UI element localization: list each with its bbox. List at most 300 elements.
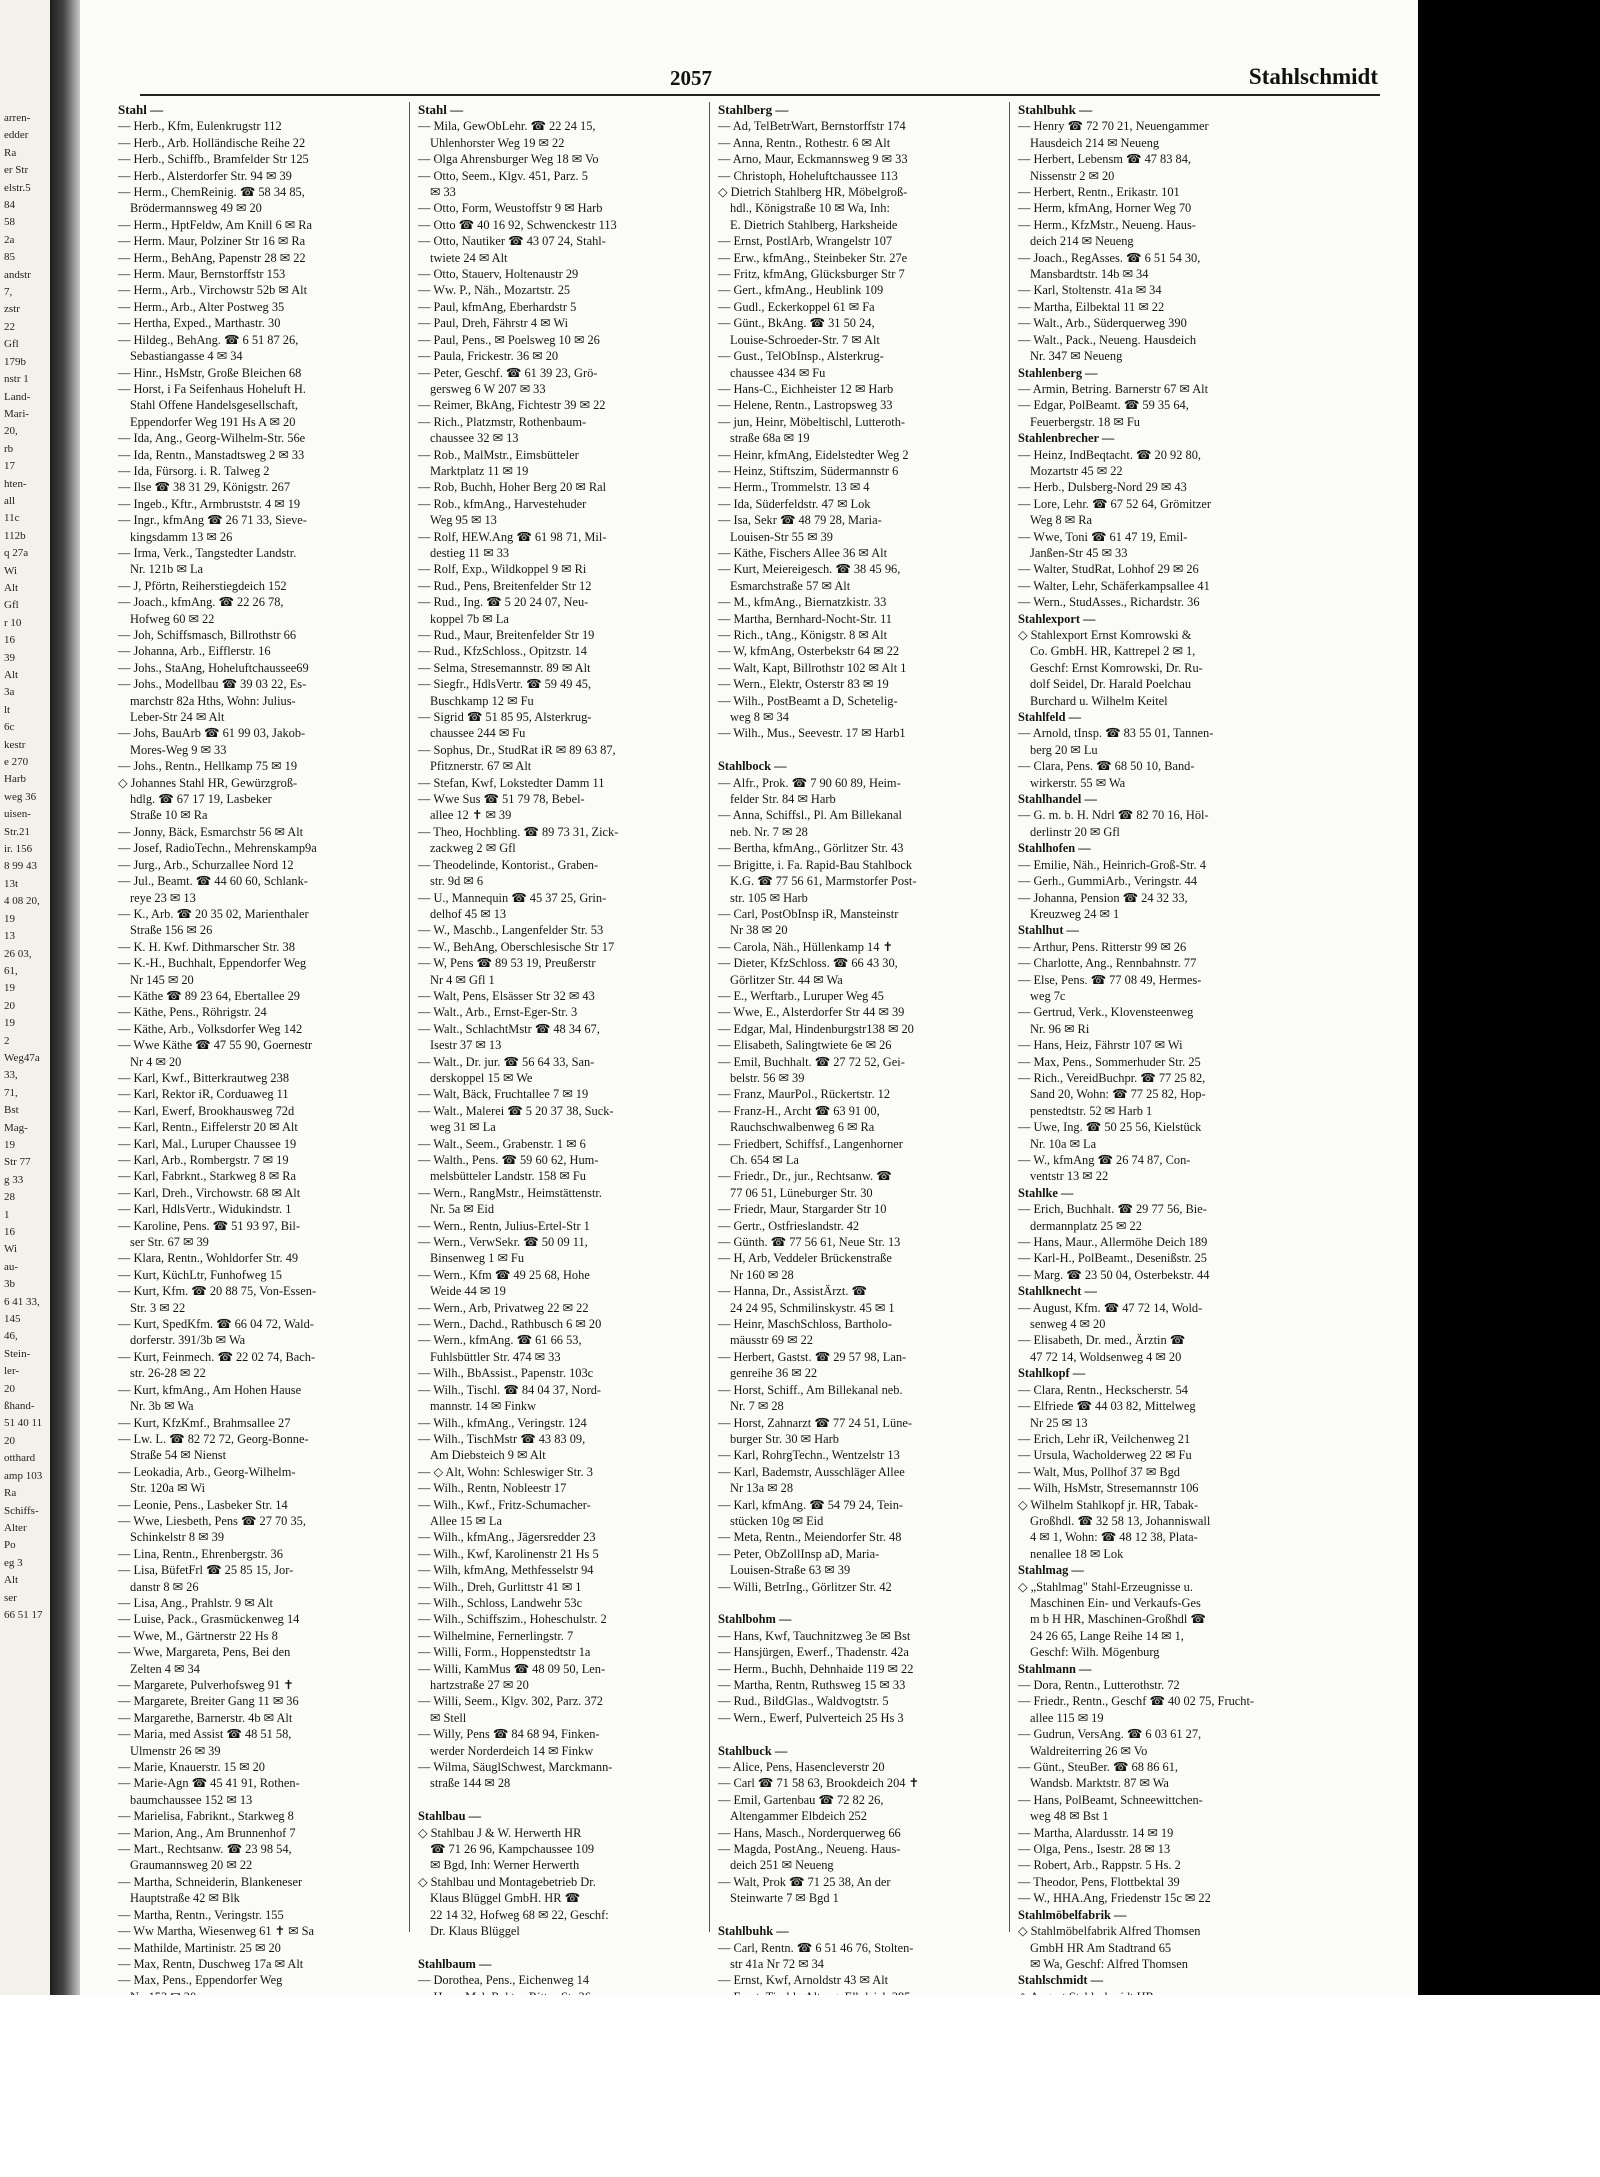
- directory-entry: Stahlexport —: [1018, 611, 1096, 626]
- directory-entry: ✉ 33: [430, 185, 456, 200]
- directory-entry: nenallee 18 ✉ Lok: [1030, 1546, 1124, 1561]
- directory-entry: — Erw., kfmAng., Steinbeker Str. 27e: [718, 250, 908, 265]
- directory-entry: — Gertr., Ostfrieslandstr. 42: [718, 1218, 860, 1233]
- margin-fragment: Weg47a: [4, 1051, 40, 1064]
- directory-entry: — Ursula, Wacholderweg 22 ✉ Fu: [1018, 1448, 1192, 1463]
- directory-entry: — Willi, BetrIng., Görlitzer Str. 42: [718, 1579, 892, 1594]
- margin-fragment: 4 08 20,: [4, 895, 40, 908]
- column-head: Stahlberg —: [718, 102, 789, 117]
- directory-entry: — Kurt, KüchLtr, Funhofweg 15: [118, 1267, 283, 1282]
- directory-entry: Waldreiterring 26 ✉ Vo: [1030, 1743, 1148, 1758]
- directory-entry: — Isa, Sekr ☎ 48 79 28, Maria-: [718, 513, 882, 528]
- directory-entry: — Lisa, Ang., Prahlstr. 9 ✉ Alt: [118, 1595, 273, 1610]
- directory-entry: — Walt., Dr. jur. ☎ 56 64 33, San-: [418, 1054, 595, 1069]
- margin-fragment: er Str: [4, 164, 29, 177]
- directory-entry: — Rich., VereidBuchpr. ☎ 77 25 82,: [1018, 1070, 1206, 1085]
- directory-entry: Stahlenberg —: [1018, 365, 1098, 380]
- margin-fragment: Stein-: [4, 1347, 31, 1360]
- margin-fragment: kestr: [4, 738, 26, 751]
- column-divider: [1009, 102, 1010, 1932]
- directory-entry: — Irma, Verk., Tangstedter Landstr.: [118, 545, 297, 560]
- directory-entry: — Friedr, Maur, Stargarder Str 10: [718, 1202, 887, 1217]
- directory-entry: — Walt., SchlachtMstr ☎ 48 34 67,: [418, 1021, 600, 1036]
- directory-entry: — Walt, Mus, Pollhof 37 ✉ Bgd: [1018, 1464, 1180, 1479]
- directory-entry: — Martha, Alardusstr. 14 ✉ 19: [1018, 1825, 1174, 1840]
- margin-fragment: Ra: [4, 1487, 17, 1500]
- directory-entry: Kreuzweg 24 ✉ 1: [1030, 906, 1120, 921]
- directory-entry: — Arno, Maur, Eckmannsweg 9 ✉ 33: [718, 152, 908, 167]
- directory-entry: Stahlbaum —: [418, 1956, 492, 1971]
- directory-entry: — Wilh., Schiffszim., Hoheschulstr. 2: [418, 1612, 607, 1627]
- directory-entry: Stahlschmidt —: [1018, 1973, 1104, 1988]
- directory-entry: — Carl ☎ 71 58 63, Brookdeich 204 ✝: [718, 1776, 919, 1791]
- margin-fragment: 46,: [4, 1330, 18, 1343]
- margin-fragment: 13: [4, 930, 15, 943]
- directory-entry: Stahlbuhk —: [718, 1924, 789, 1939]
- directory-entry: — Margarete, Pulverhofsweg 91 ✝: [118, 1678, 294, 1692]
- directory-entry: 4 ✉ 1, Wohn: ☎ 48 12 38, Plata-: [1030, 1530, 1198, 1545]
- directory-entry: Burchard u. Wilhelm Keitel: [1030, 693, 1168, 708]
- directory-entry: — Martha, Rentn, Ruthsweg 15 ✉ 33: [718, 1678, 906, 1692]
- directory-entry: — Wilh., Kwf., Fritz-Schumacher-: [418, 1497, 591, 1512]
- directory-entry: — Heinz, Stiftszim, Südermannstr 6: [718, 463, 899, 478]
- directory-entry: — Wern., Arb, Privatweg 22 ✉ 22: [418, 1300, 589, 1315]
- directory-entry: — Wilh, HsMstr, Stresemannstr 106: [1018, 1481, 1199, 1496]
- directory-entry: — Arthur, Pens. Ritterstr 99 ✉ 26: [1018, 939, 1187, 954]
- directory-entry: — Karl, Mal., Luruper Chaussee 19: [118, 1136, 297, 1151]
- directory-entry: Nr 160 ✉ 28: [730, 1267, 794, 1282]
- margin-fragment: amp 103: [4, 1469, 43, 1482]
- directory-entry: Uhlenhorster Weg 19 ✉ 22: [430, 135, 565, 150]
- directory-entry: Buschkamp 12 ✉ Fu: [430, 693, 534, 708]
- directory-entry: — Wilh., PostBeamt a D, Schetelig-: [718, 693, 898, 708]
- directory-entry: — Wern., Dachd., Rathbusch 6 ✉ 20: [418, 1317, 602, 1332]
- directory-entry: — Johanna, Pension ☎ 24 32 33,: [1018, 890, 1188, 905]
- directory-entry: — Emil, Gartenbau ☎ 72 82 26,: [718, 1792, 884, 1807]
- directory-entry: berg 20 ✉ Lu: [1030, 742, 1098, 757]
- directory-entry: — Karl, RohrgTechn., Wentzelstr 13: [718, 1448, 900, 1463]
- directory-entry: — Walt, Prok ☎ 71 25 38, An der: [718, 1874, 891, 1889]
- directory-entry: GmbH HR Am Stadtrand 65: [1030, 1940, 1172, 1955]
- directory-entry: Nissenstr 2 ✉ 20: [1030, 168, 1115, 183]
- margin-fragment: 61,: [4, 964, 18, 977]
- directory-entry: — Käthe ☎ 89 23 64, Ebertallee 29: [118, 988, 300, 1003]
- directory-entry: — Uwe, Ing. ☎ 50 25 56, Kielstück: [1018, 1120, 1202, 1135]
- directory-entry: melsbütteler Landstr. 158 ✉ Fu: [430, 1169, 586, 1184]
- margin-fragment: 58: [4, 216, 15, 229]
- margin-fragment: 22: [4, 320, 15, 333]
- running-head: Stahlschmidt: [1248, 64, 1378, 89]
- spacer: [418, 1940, 702, 1956]
- directory-entry: Weg 8 ✉ Ra: [1030, 513, 1093, 528]
- directory-entry: — Klara, Rentn., Wohldorfer Str. 49: [118, 1251, 299, 1266]
- margin-fragment: 112b: [4, 529, 26, 542]
- directory-entry: dermannplatz 25 ✉ 22: [1030, 1218, 1142, 1233]
- directory-entry: — K.-H., Buchhalt, Eppendorfer Weg: [118, 956, 307, 971]
- directory-entry: weg 48 ✉ Bst 1: [1030, 1809, 1109, 1824]
- directory-entry: — Otto, Seem., Klgv. 451, Parz. 5: [418, 168, 588, 183]
- directory-entry: — Hans, Masch., Norderquerweg 66: [718, 1825, 901, 1840]
- margin-fragment: 33,: [4, 1069, 18, 1082]
- margin-fragment: otthard: [4, 1452, 36, 1465]
- directory-entry: Weide 44 ✉ 19: [430, 1284, 506, 1299]
- page-number: 2057: [670, 66, 712, 90]
- directory-entry: — Ingeb., Kftr., Armbruststr. 4 ✉ 19: [118, 496, 301, 511]
- directory-entry: destieg 11 ✉ 33: [430, 545, 510, 560]
- margin-fragment: 179b: [4, 355, 26, 368]
- directory-entry: — Bertha, kfmAng., Görlitzer Str. 43: [718, 841, 904, 856]
- directory-entry: Stahlbuck —: [718, 1743, 788, 1758]
- margin-fragment: 3a: [4, 686, 15, 699]
- directory-entry: — M., kfmAng., Biernatzkistr. 33: [718, 595, 887, 610]
- directory-entry: — Gerh., GummiArb., Veringstr. 44: [1018, 874, 1198, 889]
- directory-entry: 22 14 32, Hofweg 68 ✉ 22, Geschf:: [430, 1907, 609, 1922]
- directory-entry: — Karl, Bademstr, Ausschläger Allee: [718, 1464, 905, 1479]
- directory-entry: — Käthe, Fischers Allee 36 ✉ Alt: [718, 545, 888, 560]
- directory-entry: genreihe 36 ✉ 22: [730, 1366, 818, 1381]
- directory-entry: — Hans-C., Eichheister 12 ✉ Harb: [718, 381, 894, 396]
- directory-entry: — Paula, Frickestr. 36 ✉ 20: [418, 349, 559, 364]
- directory-entry: — Christoph, Hoheluftchaussee 113: [718, 168, 898, 183]
- directory-entry: — Ww Martha, Wiesenweg 61 ✝ ✉ Sa: [118, 1924, 314, 1939]
- directory-entry: — Herm. Maur, Polziner Str 16 ✉ Ra: [118, 234, 306, 249]
- directory-entry: Hofweg 60 ✉ 22: [130, 611, 215, 626]
- margin-fragment: lt: [4, 703, 11, 716]
- margin-fragment: Ra: [4, 146, 17, 159]
- directory-entry: — Kurt, Kfm. ☎ 20 88 75, Von-Essen-: [118, 1284, 317, 1299]
- directory-entry: penstedtstr. 52 ✉ Harb 1: [1030, 1103, 1153, 1118]
- directory-entry: — Heinr, MaschSchloss, Bartholo-: [718, 1317, 892, 1332]
- directory-entry: — Herb., Kfm, Eulenkrugstr 112: [118, 119, 282, 134]
- directory-entry: — J, Pförtn, Reiherstiegdeich 152: [118, 578, 287, 593]
- margin-fragment: 20,: [4, 425, 18, 438]
- margin-fragment: Str 77: [4, 1156, 31, 1169]
- directory-entry: — W., HHA.Ang, Friedenstr 15c ✉ 22: [1018, 1891, 1211, 1906]
- directory-entry: — Wwe Sus ☎ 51 79 78, Bebel-: [418, 792, 585, 807]
- margin-fragment: 17: [4, 460, 15, 473]
- directory-entry: — Herbert, Lebensm ☎ 47 83 84,: [1018, 152, 1192, 167]
- directory-entry: — W., Maschb., Langenfelder Str. 53: [418, 923, 604, 938]
- directory-entry: ◇ Wilhelm Stahlkopf jr. HR, Tabak-: [1018, 1497, 1199, 1512]
- margin-fragment: ir. 156: [4, 843, 33, 856]
- directory-entry: m b H HR, Maschinen-Großhdl ☎: [1030, 1612, 1206, 1627]
- margin-fragment: 6 41 33,: [4, 1295, 40, 1308]
- directory-entry: — Marie-Agn ☎ 45 41 91, Rothen-: [118, 1776, 300, 1791]
- directory-entry: — Wilh., Rentn, Nobleestr 17: [418, 1481, 567, 1496]
- spacer: [418, 1792, 702, 1808]
- directory-entry: — Gert., kfmAng., Heublink 109: [718, 283, 884, 298]
- directory-entry: — Walt., Arb., Süderquerweg 390: [1018, 316, 1187, 331]
- directory-entry: — Margarethe, Barnerstr. 4b ✉ Alt: [118, 1710, 293, 1725]
- directory-entry: chaussee 434 ✉ Fu: [730, 365, 826, 380]
- column-head: Stahl —: [118, 102, 164, 117]
- directory-entry: Co. GmbH. HR, Kattrepel 2 ✉ 1,: [1030, 644, 1196, 659]
- directory-entry: — Josef, RadioTechn., Mehrenskamp9a: [118, 841, 317, 856]
- directory-entry: Stahlhandel —: [1018, 792, 1097, 807]
- directory-entry: — Rud., Ing. ☎ 5 20 24 07, Neu-: [418, 595, 589, 610]
- directory-entry: koppel 7b ✉ La: [430, 611, 509, 626]
- directory-entry: — Walt, Bäck, Fruchtallee 7 ✉ 19: [418, 1087, 589, 1102]
- directory-entry: — Erich, Buchhalt. ☎ 29 77 56, Bie-: [1018, 1202, 1207, 1217]
- directory-entry: — Mathilde, Martinistr. 25 ✉ 20: [118, 1940, 281, 1955]
- directory-entry: Rauchschwalbenweg 6 ✉ Ra: [730, 1120, 875, 1135]
- directory-entry: straße 144 ✉ 28: [430, 1776, 511, 1791]
- margin-fragment: g 33: [4, 1173, 24, 1186]
- directory-entry: — Anna, Rentn., Rothestr. 6 ✉ Alt: [718, 135, 891, 150]
- margin-fragment: 1: [4, 1208, 10, 1221]
- margin-fragment: edder: [4, 129, 29, 142]
- directory-entry: chaussee 32 ✉ 13: [430, 431, 519, 446]
- directory-entry: Ch. 654 ✉ La: [730, 1153, 799, 1167]
- directory-entry: Louisen-Straße 63 ✉ 39: [730, 1563, 851, 1578]
- directory-entry: Schinkelstr 8 ✉ 39: [130, 1530, 225, 1545]
- margin-fragment: Alt: [4, 581, 19, 594]
- directory-entry: Louisen-Str 55 ✉ 39: [730, 529, 833, 544]
- directory-entry: zackweg 2 ✉ Gfl: [430, 841, 516, 856]
- directory-entry: — Johs, BauArb ☎ 61 99 03, Jakob-: [118, 726, 306, 741]
- directory-entry: Nr. 7 ✉ 28: [730, 1399, 784, 1414]
- directory-entry: danstr 8 ✉ 26: [130, 1579, 199, 1594]
- directory-entry: — Clara, Rentn., Heckscherstr. 54: [1018, 1382, 1188, 1397]
- directory-entry: — Robert, Arb., Rappstr. 5 Hs. 2: [1018, 1858, 1181, 1873]
- directory-entry: — Fritz, kfmAng, Glücksburger Str 7: [718, 267, 905, 282]
- directory-entry: — Kurt, Feinmech. ☎ 22 02 74, Bach-: [118, 1349, 316, 1364]
- directory-entry: — Dieter, KfzSchloss. ☎ 66 43 30,: [718, 956, 898, 971]
- directory-entry: deich 214 ✉ Neueng: [1030, 234, 1134, 249]
- directory-entry: — Hans, Heiz, Fährstr 107 ✉ Wi: [1018, 1038, 1183, 1053]
- margin-fragment: 3b: [4, 1278, 15, 1291]
- margin-fragment: Alt: [4, 669, 19, 681]
- directory-entry: — Friedr., Rentn., Geschf ☎ 40 02 75, Frucht-: [1018, 1694, 1255, 1709]
- directory-entry: — W, Pens ☎ 89 53 19, Preußerstr: [418, 956, 596, 971]
- margin-fragment: Wi: [4, 564, 17, 577]
- margin-fragment: ser: [4, 1591, 17, 1604]
- directory-entry: — U., Mannequin ☎ 45 37 25, Grin-: [418, 890, 607, 905]
- directory-entry: marchstr 82a Hths, Wohn: Julius-: [130, 693, 296, 708]
- directory-entry: — Gertrud, Verk., Klovensteenweg: [1018, 1005, 1194, 1020]
- directory-entry: — Gust., TelObInsp., Alsterkrug-: [718, 349, 884, 364]
- spacer: [718, 1595, 1002, 1611]
- margin-fragment: Land-: [4, 390, 31, 403]
- directory-entry: — Karl, Stoltenstr. 41a ✉ 34: [1018, 283, 1162, 298]
- directory-entry: — Edgar, PolBeamt. ☎ 59 35 64,: [1018, 398, 1189, 413]
- directory-entry: Hauptstraße 42 ✉ Blk: [130, 1891, 240, 1906]
- directory-entry: — Kurt, KfzKmf., Brahmsallee 27: [118, 1415, 291, 1430]
- directory-entry: — Walt, Pens, Elsässer Str 32 ✉ 43: [418, 988, 595, 1003]
- directory-entry: Wandsb. Marktstr. 87 ✉ Wa: [1030, 1776, 1169, 1791]
- directory-entry: — Gudl., Eckerkoppel 61 ✉ Fa: [718, 299, 875, 314]
- margin-fragment: Str.21: [4, 825, 30, 838]
- directory-entry: Nr. 3b ✉ Wa: [130, 1399, 194, 1414]
- directory-entry: Isestr 37 ✉ 13: [430, 1038, 502, 1053]
- directory-entry: — August, Kfm. ☎ 47 72 14, Wold-: [1018, 1300, 1203, 1315]
- directory-entry: Stahlbock —: [718, 759, 787, 774]
- directory-entry: — Max, Rentn, Duschweg 17a ✉ Alt: [118, 1956, 304, 1971]
- directory-entry: — Friedbert, Schiffsf., Langenhorner: [718, 1136, 903, 1151]
- directory-entry: — Wern., Elektr, Osterstr 83 ✉ 19: [718, 677, 889, 692]
- directory-entry: — Wilh., kfmAng., Veringstr. 124: [418, 1415, 587, 1430]
- margin-fragment: all: [4, 494, 15, 507]
- directory-entry: — Ad, TelBetrWart, Bernstorffstr 174: [718, 119, 906, 134]
- directory-entry: Brödermannsweg 49 ✉ 20: [130, 201, 262, 216]
- margin-fragment: Gfl: [4, 599, 19, 612]
- directory-entry: Sand 20, Wohn: ☎ 77 25 82, Hop-: [1030, 1087, 1206, 1102]
- margin-fragment: Bst: [4, 1104, 19, 1117]
- directory-entry: hdl., Königstraße 10 ✉ Wa, Inh:: [730, 201, 890, 216]
- directory-entry: — Alfr., Prok. ☎ 7 90 60 89, Heim-: [718, 775, 901, 790]
- directory-entry: E. Dietrich Stahlberg, Harksheide: [730, 217, 898, 232]
- directory-entry: Stahlmann —: [1018, 1661, 1092, 1676]
- directory-entry: — Wilma, SäuglSchwest, Marckmann-: [418, 1760, 613, 1775]
- margin-fragment: 2a: [4, 233, 15, 246]
- margin-fragment: 11c: [4, 512, 20, 525]
- directory-entry: — Walter, StudRat, Lohhof 29 ✉ 26: [1018, 562, 1199, 577]
- directory-entry: — Joach., RegAsses. ☎ 6 51 54 30,: [1018, 250, 1201, 265]
- margin-fragment: 16: [4, 634, 15, 647]
- directory-entry: baumchaussee 152 ✉ 13: [130, 1792, 253, 1807]
- directory-entry: — Horst, Schiff., Am Billekanal neb.: [718, 1382, 903, 1397]
- directory-entry: — Rob., MalMstr., Eimsbütteler: [418, 447, 579, 462]
- directory-entry: — Heinz, IndBeqtacht. ☎ 20 92 80,: [1018, 447, 1202, 462]
- directory-entry: Hausdeich 214 ✉ Neueng: [1030, 135, 1160, 150]
- directory-entry: ventstr 13 ✉ 22: [1030, 1169, 1109, 1184]
- margin-fragment: uisen-: [4, 808, 31, 821]
- directory-entry: Stahlhofen —: [1018, 841, 1091, 856]
- directory-entry: — Edgar, Mal, Hindenburgstr138 ✉ 20: [718, 1021, 914, 1036]
- directory-entry: ☎ 71 26 96, Kampchaussee 109: [430, 1842, 595, 1857]
- directory-entry: — Paul, kfmAng, Eberhardstr 5: [418, 299, 577, 314]
- directory-entry: — Wilh., TischMstr ☎ 43 83 09,: [418, 1431, 586, 1446]
- directory-entry: — Ernst, Kwf, Arnoldstr 43 ✉ Alt: [718, 1973, 889, 1988]
- directory-entry: Großhdl. ☎ 32 58 13, Johanniswall: [1030, 1513, 1211, 1528]
- margin-fragment: ßhand-: [4, 1400, 35, 1413]
- directory-entry: — Karl, HdlsVertr., Widukindstr. 1: [118, 1202, 292, 1217]
- directory-entry: — Johs., Modellbau ☎ 39 03 22, Es-: [118, 677, 307, 692]
- directory-entry: stücken 10g ✉ Eid: [730, 1513, 824, 1528]
- directory-entry: — Herm., Arb., Virchowstr 52b ✉ Alt: [118, 283, 308, 298]
- directory-entry: Louise-Schroeder-Str. 7 ✉ Alt: [730, 332, 880, 347]
- directory-entry: — Peter, ObZollInsp aD, Maria-: [718, 1546, 880, 1561]
- directory-entry: ✉ Bgd, Inh: Werner Herwerth: [430, 1858, 580, 1873]
- directory-entry: Stahlbau —: [418, 1809, 482, 1824]
- margin-fragment: ler-: [4, 1365, 20, 1378]
- directory-entry: Stahlknecht —: [1018, 1284, 1097, 1299]
- directory-entry: Mansbardtstr. 14b ✉ 34: [1030, 267, 1149, 282]
- directory-entry: — Maria, med Assist ☎ 48 51 58,: [118, 1727, 292, 1742]
- directory-entry: — Reimer, BkAng, Fichtestr 39 ✉ 22: [418, 398, 606, 413]
- directory-entry: — Ida, Fürsorg. i. R. Talweg 2: [118, 463, 270, 478]
- directory-entry: — W., kfmAng ☎ 26 74 87, Con-: [1018, 1153, 1191, 1167]
- directory-entry: — Heinr, kfmAng, Eidelstedter Weg 2: [718, 447, 909, 462]
- directory-entry: — Jurg., Arb., Schurzallee Nord 12: [118, 857, 294, 872]
- directory-entry: — Mila, GewObLehr. ☎ 22 24 15,: [418, 119, 596, 134]
- directory-entry: — Brigitte, i. Fa. Rapid-Bau Stahlbock: [718, 857, 913, 872]
- directory-entry: — Martha, Rentn., Veringstr. 155: [118, 1907, 284, 1922]
- margin-fragment: au-: [4, 1260, 19, 1273]
- directory-entry: — Wilh., Schloss, Landwehr 53c: [418, 1595, 583, 1610]
- directory-entry: ◇ Dietrich Stahlberg HR, Möbelgroß-: [718, 185, 908, 200]
- directory-entry: chaussee 244 ✉ Fu: [430, 726, 526, 741]
- directory-entry: Stahlmag —: [1018, 1563, 1084, 1578]
- margin-fragment: 66 51 17: [4, 1608, 43, 1621]
- directory-entry: Stahlmöbelfabrik —: [1018, 1907, 1127, 1922]
- directory-entry: — Wern., Ewerf, Pulverteich 25 Hs 3: [718, 1710, 904, 1725]
- directory-entry: — Wwe, Toni ☎ 61 47 19, Emil-: [1018, 529, 1188, 544]
- directory-entry: — Joach., kfmAng. ☎ 22 26 78,: [118, 595, 284, 610]
- directory-entry: 77 06 51, Lüneburger Str. 30: [730, 1185, 873, 1200]
- directory-entry: — Theo, Hochbling. ☎ 89 73 31, Zick-: [418, 824, 619, 839]
- directory-entry: — Wilh., Tischl. ☎ 84 04 37, Nord-: [418, 1382, 602, 1397]
- directory-entry: — Hansjürgen, Ewerf., Thadenstr. 42a: [718, 1645, 909, 1660]
- margin-fragment: 20: [4, 999, 15, 1012]
- directory-entry: hartzstraße 27 ✉ 20: [430, 1678, 529, 1692]
- directory-entry: Fuhlsbüttler Str. 474 ✉ 33: [430, 1349, 561, 1364]
- directory-entry: — Günth. ☎ 77 56 61, Neue Str. 13: [718, 1235, 901, 1250]
- directory-entry: — Rud., Pens, Breitenfelder Str 12: [418, 578, 592, 593]
- margin-fragment: 7,: [4, 286, 13, 299]
- directory-entry: Altengammer Elbdeich 252: [730, 1809, 867, 1824]
- directory-entry: — Peter, Geschf. ☎ 61 39 23, Grö-: [418, 365, 598, 380]
- directory-entry: Mozartstr 45 ✉ 22: [1030, 463, 1123, 478]
- directory-entry: — Karl, Rektor iR, Corduaweg 11: [118, 1087, 289, 1102]
- directory-entry: str. 9d ✉ 6: [430, 874, 484, 889]
- directory-entry: — Walter, Lehr, Schäferkampsallee 41: [1018, 578, 1210, 593]
- directory-entry: — Herm, kfmAng, Horner Weg 70: [1018, 201, 1192, 216]
- book-gutter-shadow: [50, 0, 80, 2177]
- directory-entry: Am Diebsteich 9 ✉ Alt: [430, 1448, 546, 1463]
- directory-entry: — Willi, Seem., Klgv. 302, Parz. 372: [418, 1694, 603, 1709]
- directory-entry: belstr. 56 ✉ 39: [730, 1070, 805, 1085]
- directory-entry: — Paul, Dreh, Fährstr 4 ✉ Wi: [418, 316, 569, 331]
- margin-fragment: Po: [4, 1539, 16, 1552]
- directory-entry: — Walt., Seem., Grabenstr. 1 ✉ 6: [418, 1136, 586, 1151]
- directory-entry: — Henry ☎ 72 70 21, Neuengammer: [1018, 119, 1209, 134]
- directory-entry: — Marie, Knauerstr. 15 ✉ 20: [118, 1760, 265, 1775]
- directory-entry: — Walt., Malerei ☎ 5 20 37 38, Suck-: [418, 1103, 614, 1118]
- directory-entry: — Martha, Bernhard-Nocht-Str. 11: [718, 611, 893, 626]
- directory-entry: — Karl, Rentn., Eiffelerstr 20 ✉ Alt: [118, 1120, 298, 1135]
- directory-entry: — Franz, MaurPol., Rückertstr. 12: [718, 1087, 891, 1102]
- directory-entry: — Kurt, SpedKfm. ☎ 66 04 72, Wald-: [118, 1317, 314, 1332]
- directory-entry: Nr. 121b ✉ La: [130, 562, 204, 577]
- margin-fragment: Harb: [4, 773, 26, 786]
- directory-entry: — Marielisa, Fabriknt., Starkweg 8: [118, 1809, 294, 1824]
- directory-entry: — Herbert, Rentn., Erikastr. 101: [1018, 185, 1180, 200]
- directory-entry: — Charlotte, Ang., Rennbahnstr. 77: [1018, 956, 1197, 971]
- directory-entry: — Stefan, Kwf, Lokstedter Damm 11: [418, 775, 605, 790]
- directory-entry: — Rud., KfzSchloss., Opitzstr. 14: [418, 644, 587, 659]
- directory-entry: — Jul., Beamt. ☎ 44 60 60, Schlank-: [118, 874, 308, 889]
- margin-fragment: rb: [4, 442, 14, 455]
- directory-entry: — Ingr., kfmAng ☎ 26 71 33, Sieve-: [118, 513, 307, 528]
- directory-entry: weg 7c: [1030, 988, 1066, 1003]
- margin-fragment: 145: [4, 1313, 21, 1326]
- directory-entry: — Willi, Form., Hoppenstedtstr 1a: [418, 1645, 591, 1660]
- directory-entry: Geschf: Ernst Komrowski, Dr. Ru-: [1030, 660, 1203, 675]
- spacer: [718, 1907, 1002, 1923]
- directory-entry: Stahlbohm —: [718, 1612, 792, 1627]
- directory-entry: — Theodelinde, Kontorist., Graben-: [418, 857, 599, 872]
- directory-entry: Nr 4 ✉ 20: [130, 1054, 182, 1069]
- directory-entry: — Max, Pens., Eppendorfer Weg: [118, 1973, 283, 1988]
- margin-fragment: 84: [4, 199, 15, 212]
- directory-entry: — Hanna, Dr., AssistÄrzt. ☎: [718, 1284, 867, 1299]
- directory-entry: ✉ Wa, Geschf: Alfred Thomsen: [1030, 1956, 1188, 1971]
- directory-entry: — Meta, Rentn., Meiendorfer Str. 48: [718, 1530, 902, 1545]
- directory-entry: — Herb., Dulsberg-Nord 29 ✉ 43: [1018, 480, 1187, 495]
- directory-entry: — Sophus, Dr., StudRat iR ✉ 89 63 87,: [418, 742, 616, 757]
- margin-fragment: Mari-: [4, 407, 30, 420]
